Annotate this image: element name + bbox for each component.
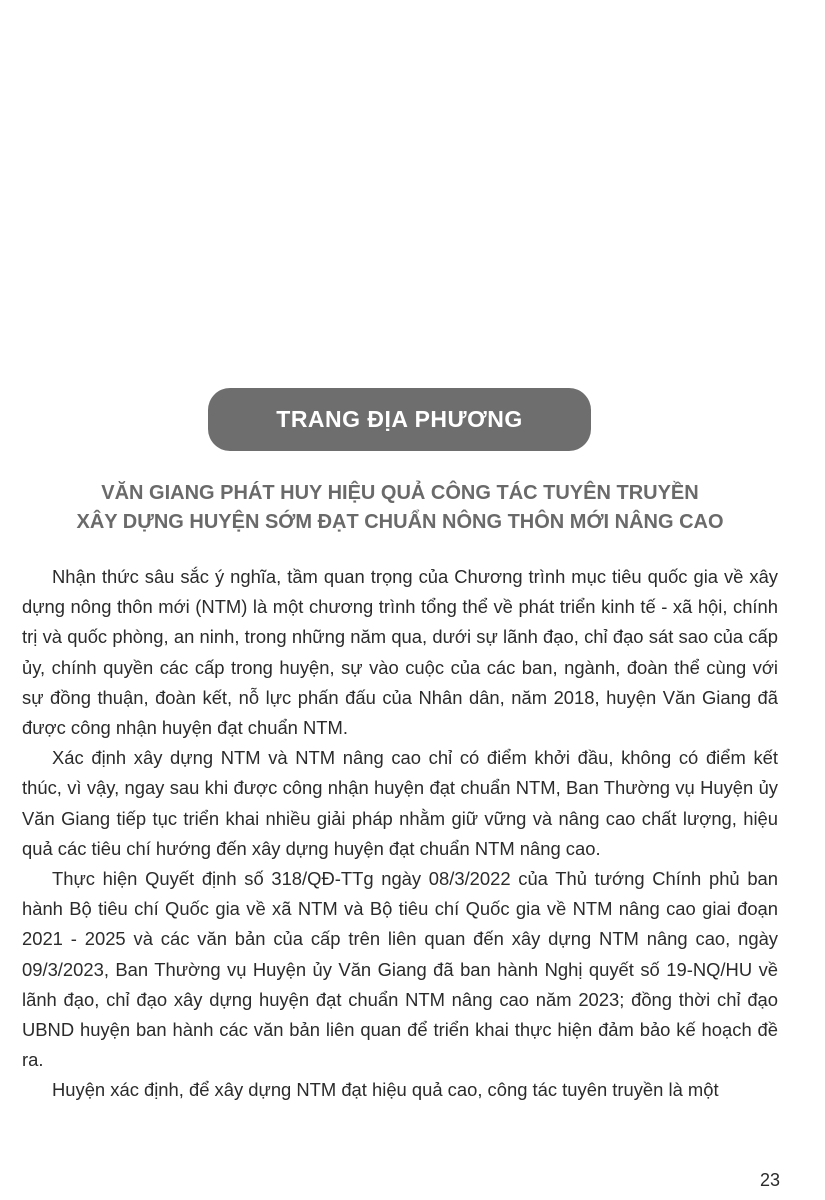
article-title-line-2: XÂY DỰNG HUYỆN SỚM ĐẠT CHUẨN NÔNG THÔN MỚI NÂNG CAO [76,511,724,533]
paragraph: Huyện xác định, để xây dựng NTM đạt hiệu quả cao, công tác tuyên truyền là một [52,1079,719,1101]
section-header-label: TRANG ĐỊA PHƯƠNG [276,406,523,432]
paragraph: Nhận thức sâu sắc ý nghĩa, tầm quan trọng của Chương trình mục tiêu quốc gia về xây dựng nông thôn mới (NTM) là một chương trình tổng thể về phát triển kinh tế - xã hội, chính trị và quốc phòng, an ninh, trong những năm qua, dưới sự lãnh đạo, chỉ đạo sát sao của cấp ủy, chính quyền các cấp trong huyện, sự vào cuộc của các ban, ngành, đoàn thể cùng với sự đồng thuận, đoàn kết, nỗ lực phấn đấu của Nhân dân, năm 2018, huyện Văn Giang đã được công nhận huyện đạt chuẩn NTM. [22,566,778,739]
paragraph: Xác định xây dựng NTM và NTM nâng cao chỉ có điểm khởi đầu, không có điểm kết thúc, vì vậy, ngay sau khi được công nhận huyện đạt chuẩn NTM, Ban Thường vụ Huyện ủy Văn Giang tiếp tục triển khai nhiều giải pháp nhằm giữ vững và nâng cao chất lượng, hiệu quả các tiêu chí hướng đến xây dựng huyện đạt chuẩn NTM nâng cao. [22,747,778,859]
article-title-line-1: VĂN GIANG PHÁT HUY HIỆU QUẢ CÔNG TÁC TUYÊN TRUYỀN [101,482,699,504]
page-number: 23 [759,1170,780,1190]
paragraph: Thực hiện Quyết định số 318/QĐ-TTg ngày 08/3/2022 của Thủ tướng Chính phủ ban hành Bộ tiêu chí Quốc gia về xã NTM và Bộ tiêu chí Quốc gia về NTM nâng cao giai đoạn 2021 - 2025 và các văn bản của cấp trên liên quan đến xây dựng NTM nâng cao, ngày 09/3/2023, Ban Thường vụ Huyện ủy Văn Giang đã ban hành Nghị quyết số 19-NQ/HU về lãnh đạo, chỉ đạo xây dựng huyện đạt chuẩn NTM nâng cao năm 2023; đồng thời chỉ đạo UBND huyện ban hành các văn bản liên quan để triển khai thực hiện đảm bảo kế hoạch đề ra. [22,868,778,1071]
section-header-badge [208,388,591,451]
article-body [22,562,778,1106]
